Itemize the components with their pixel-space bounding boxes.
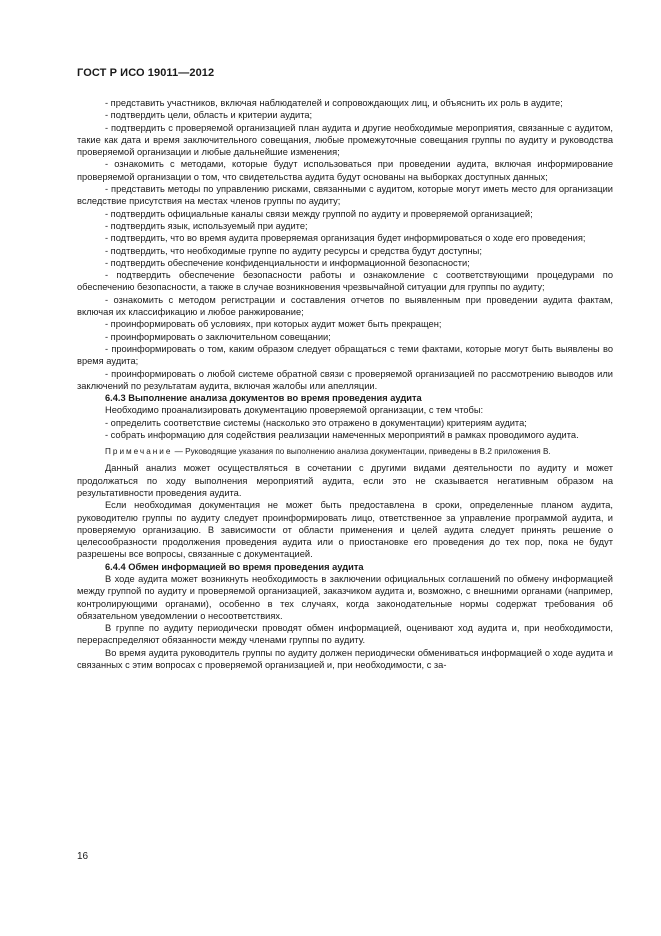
section-heading-6-4-3: 6.4.3 Выполнение анализа документов во время проведения аудита — [105, 393, 422, 404]
paragraph: Во время аудита руководитель группы по аудиту должен периодически обмениваться информацией о ходе аудита и связанных с этим вопросах с проверяемой организацией и, при необходимости, с за- — [77, 647, 613, 671]
document-header: ГОСТ Р ИСО 19011—2012 — [77, 67, 215, 79]
list-item: - подтвердить обеспечение конфиденциальности и информационной безопасности; — [105, 257, 470, 268]
list-item: - собрать информацию для содействия реализации намеченных мероприятий в рамках проводимого аудита. — [105, 430, 579, 441]
list-item: - подтвердить обеспечение безопасности работы и ознакомление с соответствующими процедурами по обеспечению безопасности, а также в случае возникновения чрезвычайной ситуации для группы по аудиту; — [77, 270, 613, 293]
list-item: - проинформировать о заключительном совещании; — [105, 331, 331, 342]
list-item: - подтвердить, что необходимые группе по аудиту ресурсы и средства будут доступны; — [105, 245, 482, 256]
paragraph: Если необходимая документация не может быть предоставлена в сроки, определенные планом аудита, руководителю группы по аудиту следует проинформировать лицо, ответственное за управление программой аудита, и проверяемую организацию. В зависимости от области применения и целей аудита следует принять решение о целесообразности продолжения проведения аудита или о приостановке его проведения до тех пор, пока не будут разрешены все вопросы, связанные с документацией. — [77, 500, 613, 560]
paragraph: Данный анализ может осуществляться в сочетании с другими видами деятельности по аудиту и может продолжаться по ходу выполнения мероприятий аудита, если это не сказывается негативным образом на результативности проведения аудита. — [77, 463, 613, 498]
list-item: - подтвердить, что во время аудита проверяемая организация будет информироваться о ходе его проведения; — [105, 233, 586, 244]
note-text: — Руководящие указания по выполнению анализа документации, приведены в В.2 приложения В. — [172, 447, 551, 457]
note-label: Примечание — [105, 447, 173, 457]
list-item: - проинформировать о том, каким образом следует обращаться с теми фактами, которые могут быть выявлены во время аудита; — [77, 343, 613, 367]
paragraph: В ходе аудита может возникнуть необходимость в заключении официальных соглашений по обмену информацией между группой по аудиту и проверяемой организацией, заказчиком аудита и, возможно, с внешними органами (например, контролирующими органами), особенно в тех случаях, когда законодательные нормы содержат требования об обязательном уведомлении о несоответствиях. — [77, 573, 613, 621]
list-item: - подтвердить официальные каналы связи между группой по аудиту и проверяемой организацией; — [105, 208, 533, 219]
list-item: - представить методы по управлению рисками, связанными с аудитом, которые могут иметь место для организации вследствие присутствия на местах членов группы по аудиту; — [77, 184, 613, 207]
page-number: 16 — [77, 851, 89, 862]
list-item: - ознакомить с методом регистрации и составления отчетов по выявленным при проведении аудита фактам, включая их классификацию и любое ранжирование; — [77, 294, 613, 318]
list-item: - подтвердить с проверяемой организацией план аудита и другие необходимые мероприятия, связанные с аудитом, такие как дата и время заключительного совещания, любые промежуточные совещания группы по аудиту и руководства проверяемой организации и любые дальнейшие изменения; — [77, 122, 613, 158]
list-item: - представить участников, включая наблюдателей и сопровождающих лиц, и объяснить их роль в аудите; — [105, 98, 563, 108]
section-intro: Необходимо проанализировать документацию проверяемой организации, с тем чтобы: — [105, 405, 484, 416]
list-item: - проинформировать об условиях, при которых аудит может быть прекращен; — [105, 319, 442, 330]
list-item: - подтвердить цели, область и критерии аудита; — [105, 110, 313, 121]
list-item: - ознакомить с методами, которые будут использоваться при проведении аудита, включая информирование проверяемой организации о том, что свидетельства аудита будут основаны на выборках доступных данных; — [77, 159, 613, 182]
document-body — [77, 97, 613, 671]
paragraph: В группе по аудиту периодически проводят обмен информацией, оценивают ход аудита и, при необходимости, перераспределяют обязанности между членами группы по аудиту. — [77, 623, 613, 646]
section-heading-6-4-4: 6.4.4 Обмен информацией во время проведения аудита — [105, 561, 364, 572]
list-item: - проинформировать о любой системе обратной связи с проверяемой организацией по рассмотрению выводов или заключений по результатам аудита, включая жалобы или апелляции. — [77, 368, 613, 391]
list-item: - подтвердить язык, используемый при аудите; — [105, 220, 308, 231]
note — [77, 446, 613, 457]
list-item: - определить соответствие системы (насколько это отражено в документации) критериям аудита; — [105, 417, 527, 428]
